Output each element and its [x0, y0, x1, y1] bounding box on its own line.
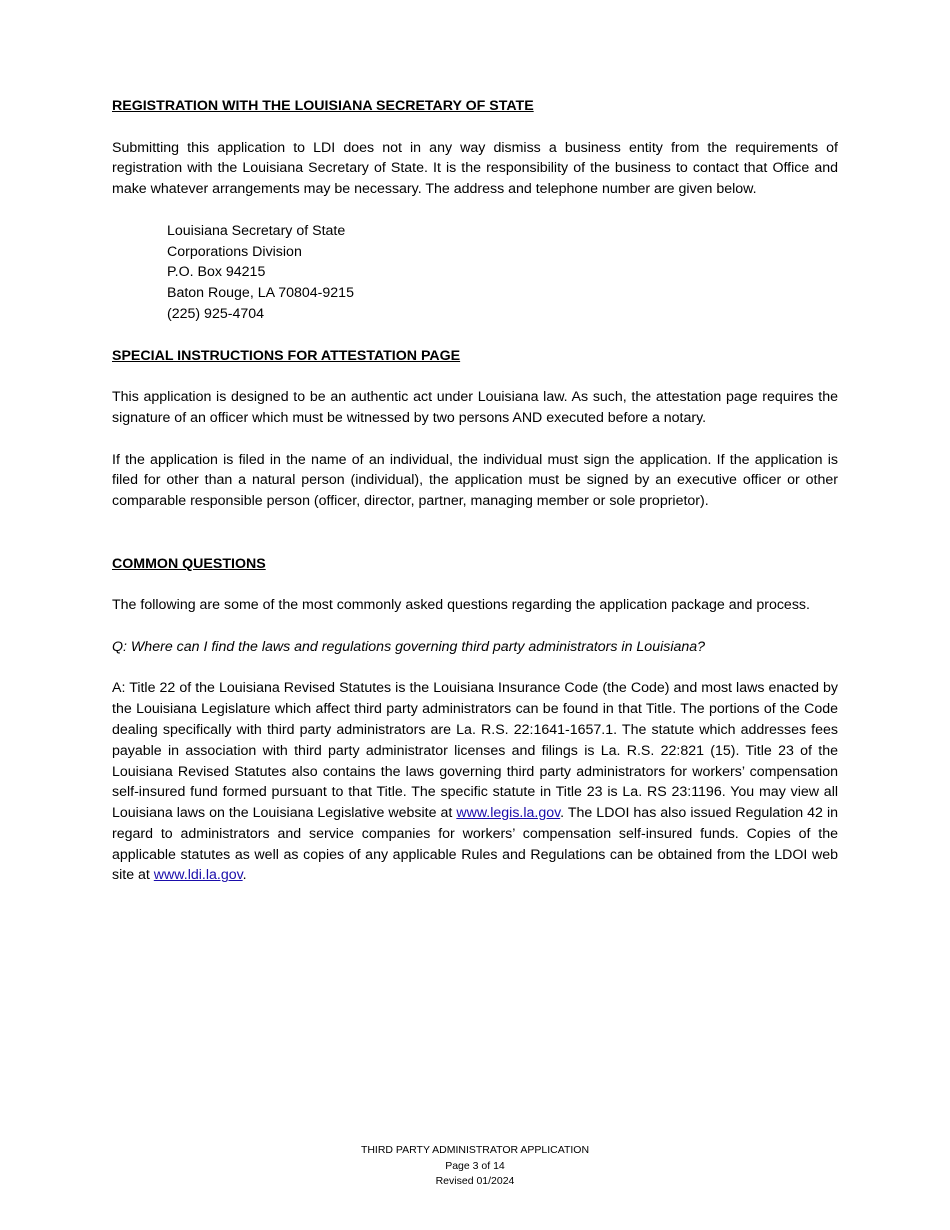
- attestation-heading: SPECIAL INSTRUCTIONS FOR ATTESTATION PAGE: [112, 347, 461, 364]
- registration-paragraph: Submitting this application to LDI does not in any way dismiss a business entity from the requirements of registration with the Louisiana Secretary of State. It is the responsibility of the business to contact that Office and make whatever arrangements may be necessary. The address and telephone number are given below.: [112, 139, 838, 198]
- address-line-4: Baton Rouge, LA 70804-9215: [167, 285, 354, 302]
- page-footer: [0, 1143, 950, 1190]
- document-page: [112, 96, 838, 886]
- registration-heading: REGISTRATION WITH THE LOUISIANA SECRETARY OF STATE: [112, 98, 534, 114]
- common-questions-heading: COMMON QUESTIONS: [112, 555, 266, 572]
- address-line-3: P.O. Box 94215: [167, 264, 266, 281]
- answer-text-2: . The LDOI has also issued Regulation 42 in regard to administrators and service companies for workers’ compensation self-insured funds. Copies of the applicable statutes as well as copies of any applicable Rules and Regulations can be obtained from the LDOI web site at: [112, 805, 838, 884]
- question-laws: Q: Where can I find the laws and regulations governing third party administrators in Louisiana?: [112, 638, 706, 655]
- ldi-website-link[interactable]: www.ldi.la.gov: [153, 867, 243, 884]
- footer-title: THIRD PARTY ADMINISTRATOR APPLICATION: [360, 1144, 590, 1156]
- address-line-2: Corporations Division: [167, 243, 302, 260]
- secretary-of-state-address: [167, 221, 838, 325]
- common-questions-intro: The following are some of the most commonly asked questions regarding the application package and process.: [112, 597, 810, 614]
- answer-laws: [112, 678, 838, 886]
- footer-page-number: Page 3 of 14: [445, 1159, 505, 1172]
- footer-revised-date: Revised 01/2024: [435, 1175, 515, 1187]
- legis-website-link[interactable]: www.legis.la.gov: [456, 805, 561, 822]
- attestation-paragraph-2: If the application is filed in the name of an individual, the individual must sign the application. If the application is filed for other than a natural person (individual), the application must be signed by an executive officer or other comparable responsible person (officer, director, partner, managing member or sole proprietor).: [112, 451, 838, 510]
- answer-text-1: A: Title 22 of the Louisiana Revised Statutes is the Louisiana Insurance Code (the Code) and most laws enacted by the Louisiana Legislature which affect third party administrators can be found in that Title. The portions of the Code dealing specifically with third party administrators are La. R.S. 22:1641-1657.1. The statute which addresses fees payable in association with third party administrator licenses and filings is La. R.S. 22:821 (15). Title 23 of the Louisiana Revised Statutes also contains the laws governing third party administrators for workers’ compensation self-insured fund formed pursuant to that Title. The specific statute in Title 23 is La. RS 23:1196. You may view all Louisiana laws on the Louisiana Legislative website at: [112, 680, 838, 822]
- address-line-1: Louisiana Secretary of State: [167, 222, 346, 239]
- answer-text-3: .: [242, 867, 247, 884]
- attestation-paragraph-1: This application is designed to be an authentic act under Louisiana law. As such, the attestation page requires the signature of an officer which must be witnessed by two persons AND executed before a notary.: [112, 389, 838, 426]
- address-phone: (225) 925-4704: [167, 305, 265, 322]
